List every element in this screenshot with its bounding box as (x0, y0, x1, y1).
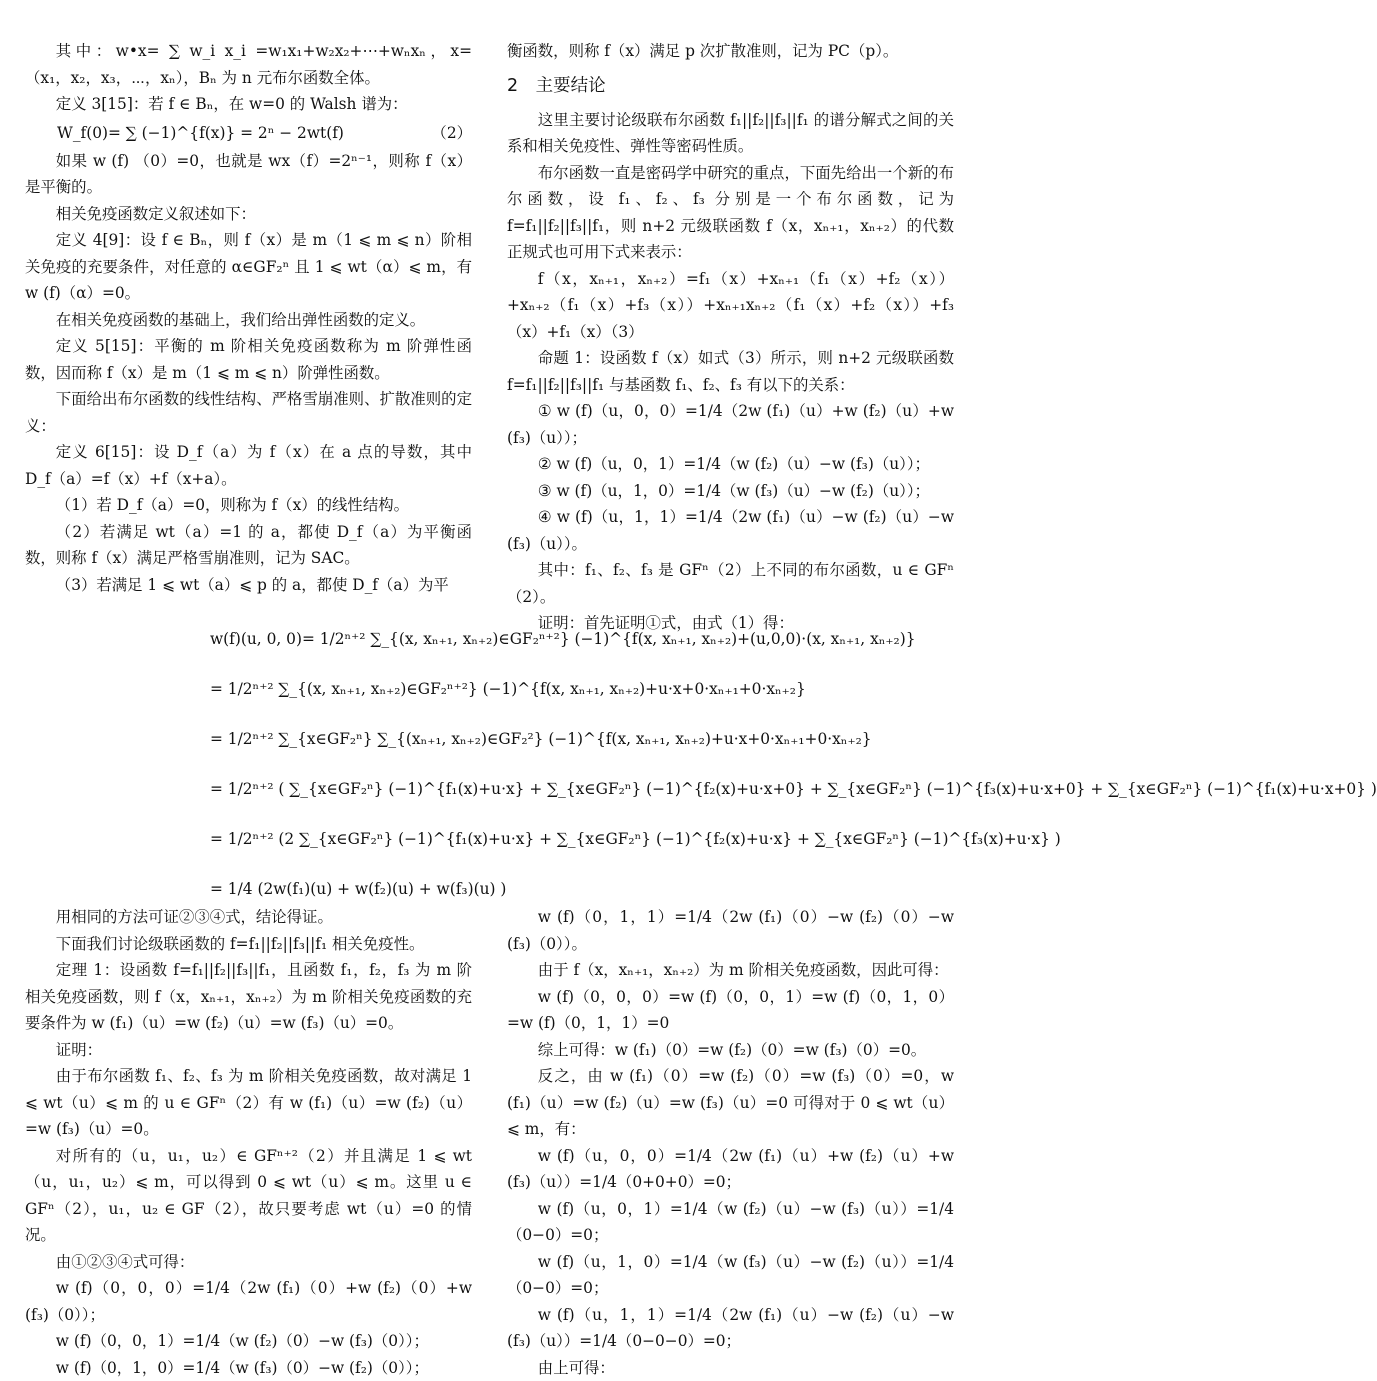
left-column-bottom (25, 904, 472, 1381)
paragraph-where: 其中：f₁、f₂、f₃ 是 GFⁿ（2）上不同的布尔函数，u ∈ GFⁿ（2）。 (507, 557, 954, 610)
relation-3: ③ w (f)（u，1，0）=1/4（w (f₃)（u）−w (f₂)（u））； (507, 478, 954, 505)
definition-5: 定义 5[15]：平衡的 m 阶相关免疫函数称为 m 阶弹性函数，因而称 f（x）是 m（1 ⩽ m ⩽ n）阶弹性函数。 (25, 333, 472, 386)
paragraph-from-relations: 由①②③④式可得： (25, 1249, 472, 1276)
section-heading-main-results: 2 主要结论 (507, 69, 954, 103)
converse-u01: w (f)（u，0，1）=1/4（w (f₂)（u）−w (f₃)（u））=1/4（0−0）=0； (507, 1196, 954, 1249)
paragraph-converse: 反之，由 w (f₁)（0）=w (f₂)（0）=w (f₃)（0）=0，w (f₁)（u）=w (f₂)（u）=w (f₃)（u）=0 可得对于 0 ⩽ wt（u）⩽ m，有： (507, 1063, 954, 1143)
definition-4: 定义 4[9]：设 f ∈ Bₙ，则 f（x）是 m（1 ⩽ m ⩽ n）阶相关免疫的充要条件，对任意的 α∈GF₂ⁿ 且 1 ⩽ wt（α）⩽ m，有 w (f)（α）=0。 (25, 227, 472, 307)
spectrum-zero-equalities: w (f)（0，0，0）=w (f)（0，0，1）=w (f)（0，1，0）=w (f)（0，1，1）=0 (507, 984, 954, 1037)
paragraph-inner-product: 其中：w•x= ∑ w_i x_i =w₁x₁+w₂x₂+⋯+wₙxₙ，x=（x₁，x₂，x₃，⋯，xₙ），Bₙ 为 n 元布尔函数全体。 (25, 38, 472, 91)
derivation-line-4: = 1/2ⁿ⁺² ( ∑_{x∈GF₂ⁿ} (−1)^{f₁(x)+u·x} + ∑_{x∈GF₂ⁿ} (−1)^{f₂(x)+u·x+0} + ∑_{x∈GF₂ⁿ} (−1)^{f₃(x)+u·x+0} + ∑_{x∈GF₂ⁿ} (−1)^{f₁(x)+u·x+0} ) (210, 764, 830, 814)
right-column-top (507, 38, 954, 637)
equation-2-body: W_f(0)= ∑ (−1)^{f(x)} = 2ⁿ − 2wt(f) (57, 118, 344, 148)
paragraph-ci-discussion: 下面我们讨论级联函数的 f=f₁||f₂||f₃||f₁ 相关免疫性。 (25, 931, 472, 958)
right-column-bottom (507, 904, 954, 1381)
item-linear-structure: （1）若 D_f（a）=0，则称为 f（x）的线性结构。 (25, 492, 472, 519)
definition-3: 定义 3[15]：若 f ∈ Bₙ，在 w=0 的 Walsh 谱为： (25, 91, 472, 118)
spectrum-011: w (f)（0，1，1）=1/4（2w (f₁)（0）−w (f₂)（0）−w (f₃)（0））。 (507, 904, 954, 957)
relation-1: ① w (f)（u，0，0）=1/4（2w (f₁)（u）+w (f₂)（u）+w (f₃)（u））； (507, 398, 954, 451)
proof-label: 证明： (25, 1037, 472, 1064)
paragraph-balanced: 如果 w (f) （0）=0，也就是 wx（f）=2ⁿ⁻¹，则称 f（x）是平衡的。 (25, 148, 472, 201)
spectrum-001: w (f)（0，0，1）=1/4（w (f₂)（0）−w (f₃)（0））； (25, 1328, 472, 1355)
derivation-line-2: = 1/2ⁿ⁺² ∑_{(x, xₙ₊₁, xₙ₊₂)∈GF₂ⁿ⁺²} (−1)^{f(x, xₙ₊₁, xₙ₊₂)+u·x+0·xₙ₊₁+0·xₙ₊₂} (210, 664, 830, 714)
derivation-block (210, 614, 830, 914)
paragraph-proof-start: 证明：首先证明①式，由式（1）得： (507, 610, 954, 637)
equation-3: f（x，xₙ₊₁，xₙ₊₂）=f₁（x）+xₙ₊₁（f₁（x）+f₂（x））+xₙ₊₂（f₁（x）+f₃（x））+xₙ₊₁xₙ₊₂（f₁（x）+f₂（x））+f₃（x）+f₁（x）（3） (507, 266, 954, 346)
paragraph-definitions-intro: 下面给出布尔函数的线性结构、严格雪崩准则、扩散准则的定义： (25, 386, 472, 439)
equation-2-number: （2） (431, 118, 472, 148)
paragraph-since-ci: 由于 f（x，xₙ₊₁，xₙ₊₂）为 m 阶相关免疫函数，因此可得： (507, 957, 954, 984)
equation-2 (25, 118, 472, 148)
definition-6: 定义 6[15]：设 D_f（a）为 f（x）在 a 点的导数，其中 D_f（a）=f（x）+f（x+a）。 (25, 439, 472, 492)
paragraph-similar-proof: 用相同的方法可证②③④式，结论得证。 (25, 904, 472, 931)
spectrum-000: w (f)（0，0，0）=1/4（2w (f₁)（0）+w (f₂)（0）+w (f₃)（0））； (25, 1275, 472, 1328)
converse-u10: w (f)（u，1，0）=1/4（w (f₃)（u）−w (f₂)（u））=1/4（0−0）=0； (507, 1249, 954, 1302)
theorem-1: 定理 1：设函数 f=f₁||f₂||f₃||f₁，且函数 f₁，f₂，f₃ 为 m 阶相关免疫函数，则 f（x，xₙ₊₁，xₙ₊₂）为 m 阶相关免疫函数的充要条件为 w (f₁)（u）=w (f₂)（u）=w (f₃)（u）=0。 (25, 957, 472, 1037)
converse-u00: w (f)（u，0，0）=1/4（2w (f₁)（u）+w (f₂)（u）+w (f₃)（u））=1/4（0+0+0）=0； (507, 1143, 954, 1196)
item-sac: （2）若满足 wt（a）=1 的 a，都使 D_f（a）为平衡函数，则称 f（x）满足严格雪崩准则，记为 SAC。 (25, 519, 472, 572)
paragraph-main-discussion: 这里主要讨论级联布尔函数 f₁||f₂||f₃||f₁ 的谱分解式之间的关系和相关免疫性、弹性等密码性质。 (507, 107, 954, 160)
derivation-line-3: = 1/2ⁿ⁺² ∑_{x∈GF₂ⁿ} ∑_{(xₙ₊₁, xₙ₊₂)∈GF₂²} (−1)^{f(x, xₙ₊₁, xₙ₊₂)+u·x+0·xₙ₊₁+0·xₙ₊₂} (210, 714, 830, 764)
item-pc: （3）若满足 1 ⩽ wt（a）⩽ p 的 a，都使 D_f（a）为平 (25, 572, 472, 599)
paragraph-ci-intro: 相关免疫函数定义叙述如下： (25, 201, 472, 228)
paragraph-summary: 综上可得：w (f₁)（0）=w (f₂)（0）=w (f₃)（0）=0。 (507, 1037, 954, 1064)
spectrum-010: w (f)（0，1，0）=1/4（w (f₃)（0）−w (f₂)（0））； (25, 1355, 472, 1381)
left-column-top (25, 38, 472, 598)
derivation-line-6: = 1/4 (2w(f₁)(u) + w(f₂)(u) + w(f₃)(u) ) (210, 864, 830, 914)
paragraph-all-vectors: 对所有的（u，u₁，u₂）∈ GFⁿ⁺²（2）并且满足 1 ⩽ wt（u，u₁，u₂）⩽ m，可以得到 0 ⩽ wt（u）⩽ m。这里 u ∈ GFⁿ（2），u₁，u₂ ∈ GF（2），故只要考虑 wt（u）=0 的情况。 (25, 1143, 472, 1249)
paragraph-proof-basis: 由于布尔函数 f₁、f₂、f₃ 为 m 阶相关免疫函数，故对满足 1 ⩽ wt（u）⩽ m 的 u ∈ GFⁿ（2）有 w (f₁)（u）=w (f₂)（u）=w (f₃)（u）=0。 (25, 1063, 472, 1143)
proposition-1: 命题 1：设函数 f（x）如式（3）所示，则 n+2 元级联函数 f=f₁||f₂||f₃||f₁ 与基函数 f₁、f₂、f₃ 有以下的关系： (507, 345, 954, 398)
paragraph-new-boolean-function: 布尔函数一直是密码学中研究的重点，下面先给出一个新的布尔函数，设 f₁、f₂、f₃ 分别是一个布尔函数，记为 f=f₁||f₂||f₃||f₁，则 n+2 元级联函数 f（x，xₙ₊₁，xₙ₊₂）的代数正规式也可用下式来表示： (507, 160, 954, 266)
relation-2: ② w (f)（u，0，1）=1/4（w (f₂)（u）−w (f₃)（u））； (507, 451, 954, 478)
derivation-line-5: = 1/2ⁿ⁺² (2 ∑_{x∈GF₂ⁿ} (−1)^{f₁(x)+u·x} + ∑_{x∈GF₂ⁿ} (−1)^{f₂(x)+u·x} + ∑_{x∈GF₂ⁿ} (−1)^{f₃(x)+u·x} ) (210, 814, 830, 864)
paragraph-resilient-intro: 在相关免疫函数的基础上，我们给出弹性函数的定义。 (25, 307, 472, 334)
relation-4: ④ w (f)（u，1，1）=1/4（2w (f₁)（u）−w (f₂)（u）−w (f₃)（u））。 (507, 504, 954, 557)
derivation-line-1: w(f)(u, 0, 0)= 1/2ⁿ⁺² ∑_{(x, xₙ₊₁, xₙ₊₂)∈GF₂ⁿ⁺²} (−1)^{f(x, xₙ₊₁, xₙ₊₂)+(u,0,0)·(x, xₙ₊₁, xₙ₊₂)} (210, 614, 830, 664)
converse-u11: w (f)（u，1，1）=1/4（2w (f₁)（u）−w (f₂)（u）−w (f₃)（u））=1/4（0−0−0）=0； (507, 1302, 954, 1355)
paragraph-thus: 由上可得： (507, 1355, 954, 1381)
paragraph-pc-continued: 衡函数，则称 f（x）满足 p 次扩散准则，记为 PC（p）。 (507, 38, 954, 65)
